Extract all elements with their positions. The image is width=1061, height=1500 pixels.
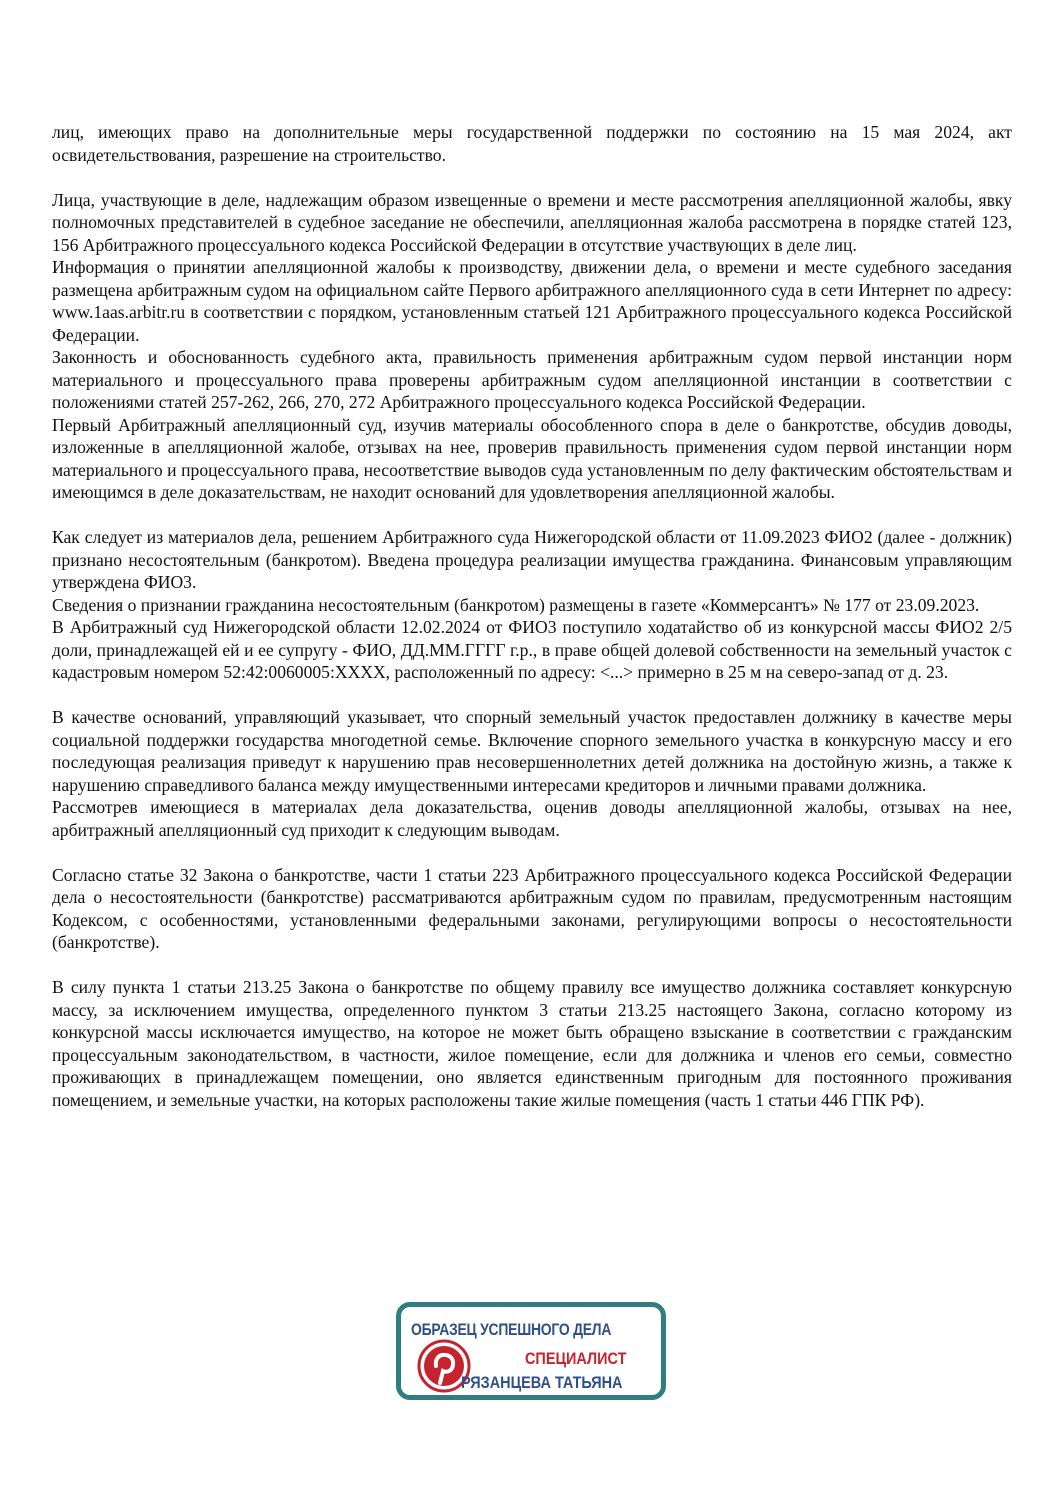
paragraph: Информация о принятии апелляционной жалобы к производству, движении дела, о времени и месте судебного заседания размещена арбитражным судом на официальном сайте Первого арбитражного апелляционного суда в сети Интернет по адресу: www.1aas.arbitr.ru в соответствии с порядком, установленным статьей 121 Арбитражного процессуального кодекса Российской Федерации.: [52, 257, 1012, 345]
paragraph: Первый Арбитражный апелляционный суд, изучив материалы обособленного спора в деле о банкротстве, обсудив доводы, изложенные в апелляционной жалобе, отзывах на нее, проверив правильность применения судом первой инстанции норм материального и процессуального права, несоответствие выводов суда установленным по делу фактическим обстоятельствам и имеющимся в деле доказательствам, не находит оснований для удовлетворения апелляционной жалобы.: [52, 414, 1012, 502]
paragraph: Сведения о признании гражданина несостоятельным (банкротом) размещены в газете «Коммерсантъ» № 177 от 23.09.2023.: [52, 594, 980, 615]
stamp-title: ОБРАЗЕЦ УСПЕШНОГО ДЕЛА: [411, 1320, 612, 1339]
stamp-subtitle: СПЕЦИАЛИСТ: [525, 1349, 627, 1368]
watermark-stamp: [396, 1302, 666, 1400]
paragraph: Лица, участвующие в деле, надлежащим образом извещенные о времени и месте рассмотрения апелляционной жалобы, явку полномочных представителей в судебное заседание не обеспечили, апелляционная жалоба рассмотрена в порядке статей 123, 156 Арбитражного процессуального кодекса Российской Федерации в отсутствие участвующих в деле лиц.: [52, 189, 1012, 255]
document-body: [52, 121, 1012, 1111]
paragraph: Законность и обоснованность судебного акта, правильность применения арбитражным судом первой инстанции норм материального и процессуального права проверены арбитражным судом апелляционной инстанции в соответствии с положениями статей 257-262, 266, 270, 272 Арбитражного процессуального кодекса Российской Федерации.: [52, 347, 1012, 412]
paragraph: В силу пункта 1 статьи 213.25 Закона о банкротстве по общему правилу все имущество должника составляет конкурсную массу, за исключением имущества, определенного пунктом 3 статьи 213.25 настоящего Закона, согласно которому из конкурсной массы исключается имущество, на которое не может быть обращено взыскание в соответствии с гражданским процессуальным законодательством, в частности, жилое помещение, если для должника и членов его семьи, совместно проживающих в принадлежащем помещении, оно является единственным пригодным для постоянного проживания помещением, и земельные участки, на которых расположены такие жилые помещения (часть 1 статьи 446 ГПК РФ).: [52, 977, 1012, 1110]
paragraph: Как следует из материалов дела, решением Арбитражного суда Нижегородской области от 11.09.2023 ФИО2 (далее - должник) признано несостоятельным (банкротом). Введена процедура реализации имущества гражданина. Финансовым управляющим утверждена ФИО3.: [52, 527, 1012, 592]
stamp-name: РЯЗАНЦЕВА ТАТЬЯНА: [461, 1373, 623, 1392]
paragraph: Рассмотрев имеющиеся в материалах дела доказательства, оценив доводы апелляционной жалобы, отзывах на нее, арбитражный апелляционный суд приходит к следующим выводам.: [52, 797, 1012, 840]
paragraph: В Арбитражный суд Нижегородской области 12.02.2024 от ФИО3 поступило ходатайство об из конкурсной массы ФИО2 2/5 доли, принадлежащей ей и ее супругу - ФИО, ДД.ММ.ГГГГ г.р., в праве общей долевой собственности на земельный участок с кадастровым номером 52:42:0060005:ХХХХ, расположенный по адресу: <...> примерно в 25 м на северо-запад от д. 23.: [52, 617, 1012, 682]
paragraph: Согласно статье 32 Закона о банкротстве, части 1 статьи 223 Арбитражного процессуального кодекса Российской Федерации дела о несостоятельности (банкротстве) рассматриваются арбитражным судом по правилам, предусмотренным настоящим Кодексом, с особенностями, установленными федеральными законами, регулирующими вопросы о несостоятельности (банкротстве).: [52, 864, 1012, 952]
paragraph: лиц, имеющих право на дополнительные меры государственной поддержки по состоянию на 15 мая 2024, акт освидетельствования, разрешение на строительство.: [52, 122, 1012, 165]
paragraph: В качестве оснований, управляющий указывает, что спорный земельный участок предоставлен должнику в качестве меры социальной поддержки государства многодетной семье. Включение спорного земельного участка в конкурсную массу и его последующая реализация приведут к нарушению прав несовершеннолетних детей должника на достойную жизнь, а также к нарушению справедливого баланса между имущественными интересами кредиторов и личными правами должника.: [52, 707, 1012, 795]
